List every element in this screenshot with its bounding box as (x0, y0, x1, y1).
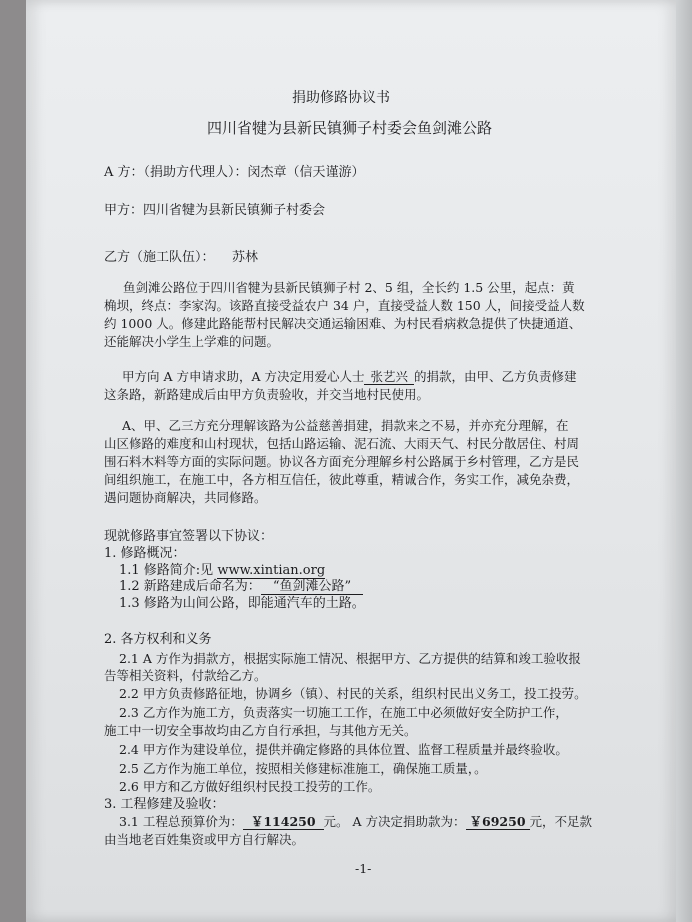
section-1-2 (119, 579, 363, 595)
party-jia: 甲方：四川省犍为县新民镇狮子村委会 (104, 203, 326, 218)
section-1-3: 1.3 修路为山间公路，即能通汽车的土路。 (119, 596, 365, 611)
section-3-1-end: 元，不足款 (529, 814, 593, 829)
section-3-1-label: 3.1 工程总预算价为： (119, 814, 243, 829)
paragraph-3-line: 间组织施工，在施工中，各方相互信任，彼此尊重，精诚合作，务实工作，减免杂费， (104, 472, 580, 487)
section-2-title: 2. 各方权利和义务 (104, 632, 212, 647)
paragraph-1-line: 鱼剑滩公路位于四川省犍为县新民镇狮子村 2、5 组，全长约 1.5 公里，起点：黄 (123, 280, 575, 295)
paragraph-3-line: 遇问题协商解决，共同修路。 (104, 490, 267, 505)
section-2-3-cont: 施工中一切安全事故均由乙方自行承担，与其他方无关。 (104, 723, 417, 738)
section-1-1-label: 1.1 修路简介:见 (119, 563, 214, 578)
section-3-1 (119, 814, 592, 830)
paragraph-2-after: 的捐款，由甲、乙方负责修建 (414, 369, 577, 384)
party-yi-name: 苏林 (232, 250, 259, 265)
website-link[interactable]: www.xintian.org (217, 563, 326, 578)
paragraph-1-line: 桷坝，终点：李家沟。该路直接受益农户 34 户，直接受益人数 150 人，间接受益人数 (104, 298, 585, 313)
donation-amount: ￥69250 (466, 814, 530, 830)
section-1-1 (119, 563, 325, 579)
section-2-2: 2.2 甲方负责修路征地，协调乡（镇）、村民的关系，组织村民出义务工，投工投劳。 (119, 686, 587, 701)
budget-amount: ￥114250 (243, 814, 324, 830)
paper-edge (676, 0, 692, 922)
paragraph-1-line: 还能解决小学生上学难的问题。 (104, 334, 280, 349)
section-3-1-cont: 由当地老百姓集资或甲方自行解决。 (104, 832, 305, 847)
section-1-2-label: 1.2 新路建成后命名为： (119, 579, 261, 594)
page-number: -1- (355, 861, 372, 876)
section-1-title: 1. 修路概况： (104, 546, 186, 561)
document-subtitle: 四川省犍为县新民镇狮子村委会鱼剑滩公路 (207, 119, 493, 137)
section-2-3: 2.3 乙方作为施工方，负责落实一切施工工作，在施工中必须做好安全防护工作， (119, 705, 568, 720)
paragraph-2-before: 甲方向 A 方申请求助，A 方决定用爱心人士 (122, 369, 365, 384)
paragraph-3-line: A、甲、乙三方充分理解该路为公益慈善捐建，捐款来之不易，并亦充分理解，在 (122, 418, 569, 433)
party-a: A 方：（捐助方代理人）：闵杰章（信天谨游） (104, 165, 365, 180)
agreement-intro: 现就修路事宜签署以下协议： (104, 529, 274, 544)
section-3-title: 3. 工程修建及验收： (104, 797, 225, 812)
road-name: “鱼剑滩公路” (261, 579, 363, 595)
paragraph-2-line: 这条路，新路建成后由甲方负责验收，并交当地村民使用。 (104, 387, 430, 402)
paragraph-3-line: 山区修路的难度和山村现状，包括山路运输、泥石流、大雨天气、村民分散居住、村周 (104, 436, 580, 451)
paragraph-1-line: 约 1000 人。修建此路能帮村民解决交通运输困难、为村民看病救急提供了快捷通道、 (104, 316, 582, 331)
section-3-1-mid: 元。 A 方决定捐助款为： (323, 814, 466, 829)
party-yi-label: 乙方（施工队伍）： (104, 250, 215, 265)
document-title: 捐助修路协议书 (292, 90, 390, 106)
section-2-1: 2.1 A 方作为捐款方，根据实际施工情况、根据甲方、乙方提供的结算和竣工验收报 (119, 651, 581, 666)
paragraph-3-line: 围石料木料等方面的实际问题。协议各方面充分理解乡村公路属于乡村管理，乙方是民 (104, 454, 580, 469)
section-2-6: 2.6 甲方和乙方做好组织村民投工投劳的工作。 (119, 779, 381, 794)
paragraph-2-line (122, 369, 577, 385)
section-2-5: 2.5 乙方作为施工单位，按照相关修建标准施工，确保施工质量，。 (119, 761, 487, 776)
section-2-4: 2.4 甲方作为建设单位，提供并确定修路的具体位置、监督工程质量并最终验收。 (119, 742, 568, 757)
section-2-1-cont: 告等相关资料，付款给乙方。 (104, 668, 267, 683)
donor-name: 张艺兴 (364, 369, 414, 385)
